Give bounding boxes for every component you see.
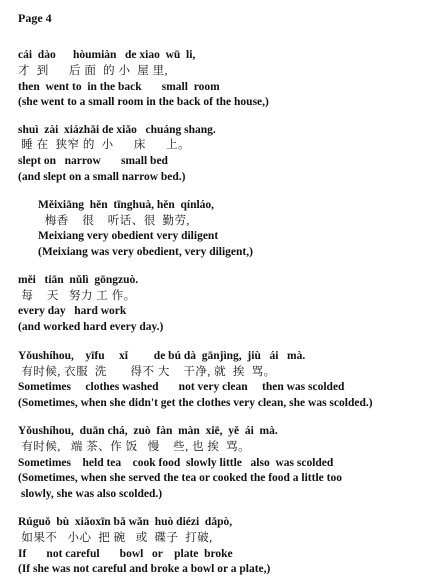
chinese-line: 梅香 很 听话、很 勤劳,	[38, 215, 190, 227]
pinyin-line: Měixiāng hěn tīnghuà, hěn qínláo,	[38, 199, 215, 211]
page-label: Page 4	[18, 11, 52, 25]
gloss-line: Sometimes held tea cook food slowly little also was scolded	[18, 457, 334, 469]
chinese-line: 有时候, 端 茶、作 饭 慢 些, 也 挨 骂。	[18, 441, 251, 453]
gloss-line: then went to in the back small room	[18, 81, 220, 93]
chinese-line: 睡 在 狭窄 的 小 床 上。	[18, 139, 191, 151]
pinyin-line: měi tiān nǔlì gōngzuò.	[18, 274, 139, 286]
translation-line: (and slept on a small narrow bed.)	[18, 171, 186, 183]
chinese-line: 有时候, 衣服 洗 得不 大 干净, 就 挨 骂。	[18, 366, 276, 378]
pinyin-line: Yǒushíhou, yīfu xǐ de bú dà gānjìng, jiù ái mà.	[18, 350, 306, 362]
gloss-line: Meixiang very obedient very diligent	[38, 230, 219, 242]
gloss-line: Sometimes clothes washed not very clean then was scolded	[18, 381, 345, 393]
pinyin-line: cái dào hòumiàn de xiao wū li,	[18, 49, 196, 61]
gloss-line: every day hard work	[18, 305, 127, 317]
chinese-line: 才 到 后 面 的 小 屋 里,	[18, 65, 168, 77]
translation-line: (she went to a small room in the back of the house,)	[18, 96, 269, 108]
chinese-line: 每 天 努力 工 作。	[18, 290, 136, 302]
chinese-line: 如果不 小心 把 碗 或 碟子 打破,	[18, 532, 213, 544]
gloss-line: If not careful bowl or plate broke	[18, 548, 233, 560]
gloss-line: slept on narrow small bed	[18, 155, 168, 167]
pinyin-line: shuì zài xiázhǎi de xiǎo chuáng shang.	[18, 124, 216, 136]
translation-line: (Meixiang was very obedient, very diligent,)	[38, 246, 253, 258]
pinyin-line: Yǒushíhou, duān chá, zuò fàn màn xiē, yě ái mà.	[18, 425, 278, 437]
translation-line: (Sometimes, when she didn't get the clothes very clean, she was scolded.)	[18, 397, 373, 409]
pinyin-line: Rúguǒ bù xiǎoxīn bǎ wǎn huò diézi dǎpò,	[18, 516, 233, 528]
translation-line: (Sometimes, when she served the tea or cooked the food a little too	[18, 472, 342, 484]
translation-line: (and worked hard every day.)	[18, 321, 164, 333]
translation-line: (If she was not careful and broke a bowl or a plate,)	[18, 563, 271, 575]
translation-line-continued: slowly, she was also scolded.)	[18, 488, 163, 500]
